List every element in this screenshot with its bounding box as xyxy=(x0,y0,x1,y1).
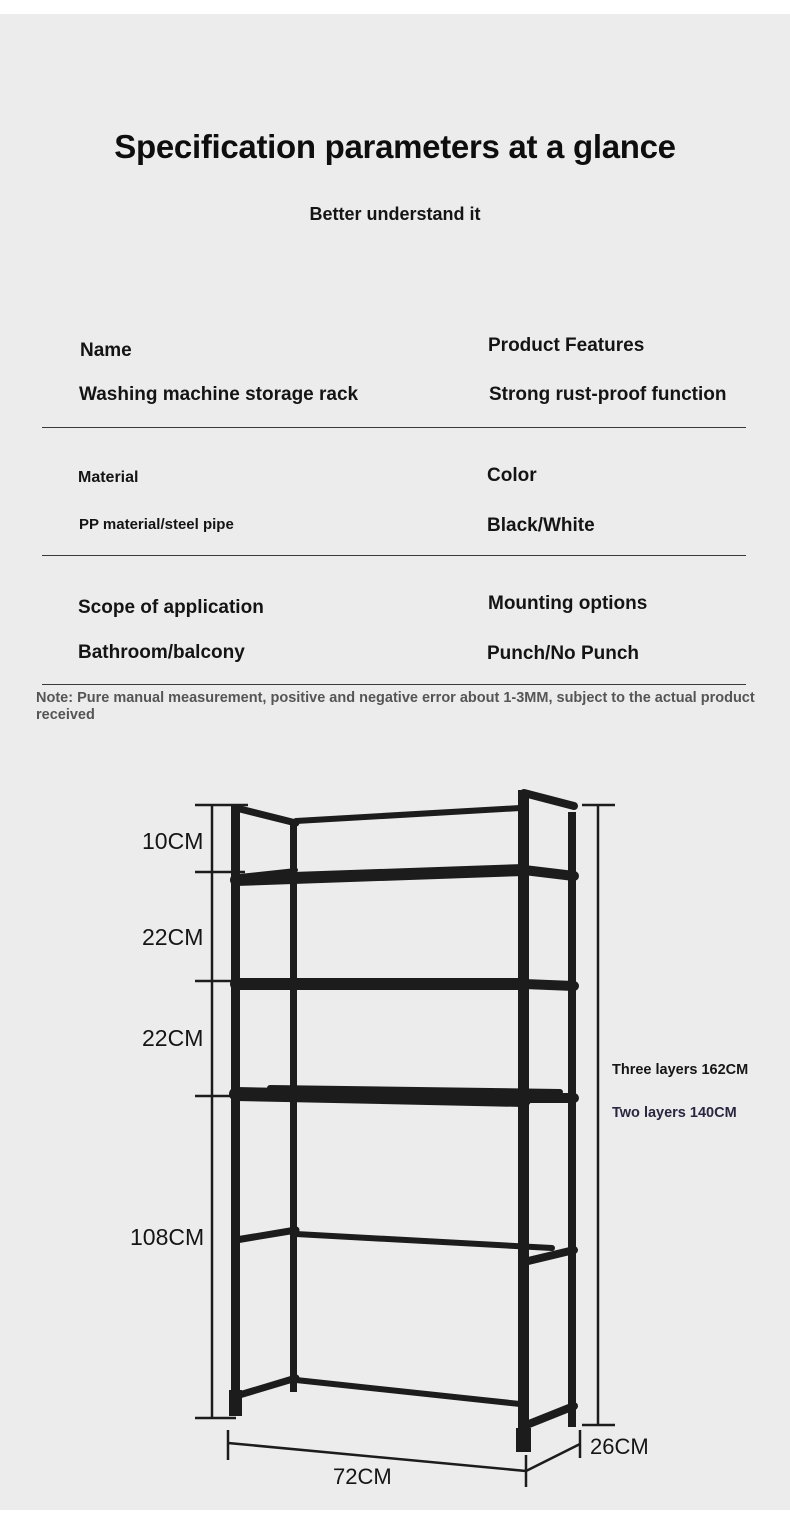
dim-depth-label: 26CM xyxy=(590,1434,649,1459)
spec-label-name: Name xyxy=(80,340,132,361)
spec-value-material: PP material/steel pipe xyxy=(79,516,234,533)
dim-gap-2-label: 22CM xyxy=(142,924,204,950)
dim-gap-1-label: 10CM xyxy=(142,828,204,854)
measurement-note: Note: Pure manual measurement, positive and negative error about 1-3MM, subject to the actual product received xyxy=(36,690,755,723)
spec-label-mounting: Mounting options xyxy=(488,593,648,614)
page-title: Specification parameters at a glance xyxy=(114,128,676,165)
spec-value-scope: Bathroom/balcony xyxy=(78,642,245,663)
spec-label-material: Material xyxy=(78,469,139,486)
spec-label-scope: Scope of application xyxy=(78,597,264,618)
dim-base-label: 108CM xyxy=(130,1224,205,1250)
spec-value-color: Black/White xyxy=(487,515,595,536)
page-subtitle: Better understand it xyxy=(309,204,481,224)
spec-value-features: Strong rust-proof function xyxy=(489,384,727,405)
two-layers-height: Two layers 140CM xyxy=(612,1105,737,1121)
dim-gap-3-label: 22CM xyxy=(142,1025,204,1051)
spec-value-mounting: Punch/No Punch xyxy=(487,643,639,664)
spec-value-name: Washing machine storage rack xyxy=(79,384,359,405)
spec-label-features: Product Features xyxy=(488,335,645,356)
dim-width-label: 72CM xyxy=(333,1464,392,1489)
three-layers-height: Three layers 162CM xyxy=(612,1062,749,1078)
spec-label-color: Color xyxy=(487,465,537,486)
